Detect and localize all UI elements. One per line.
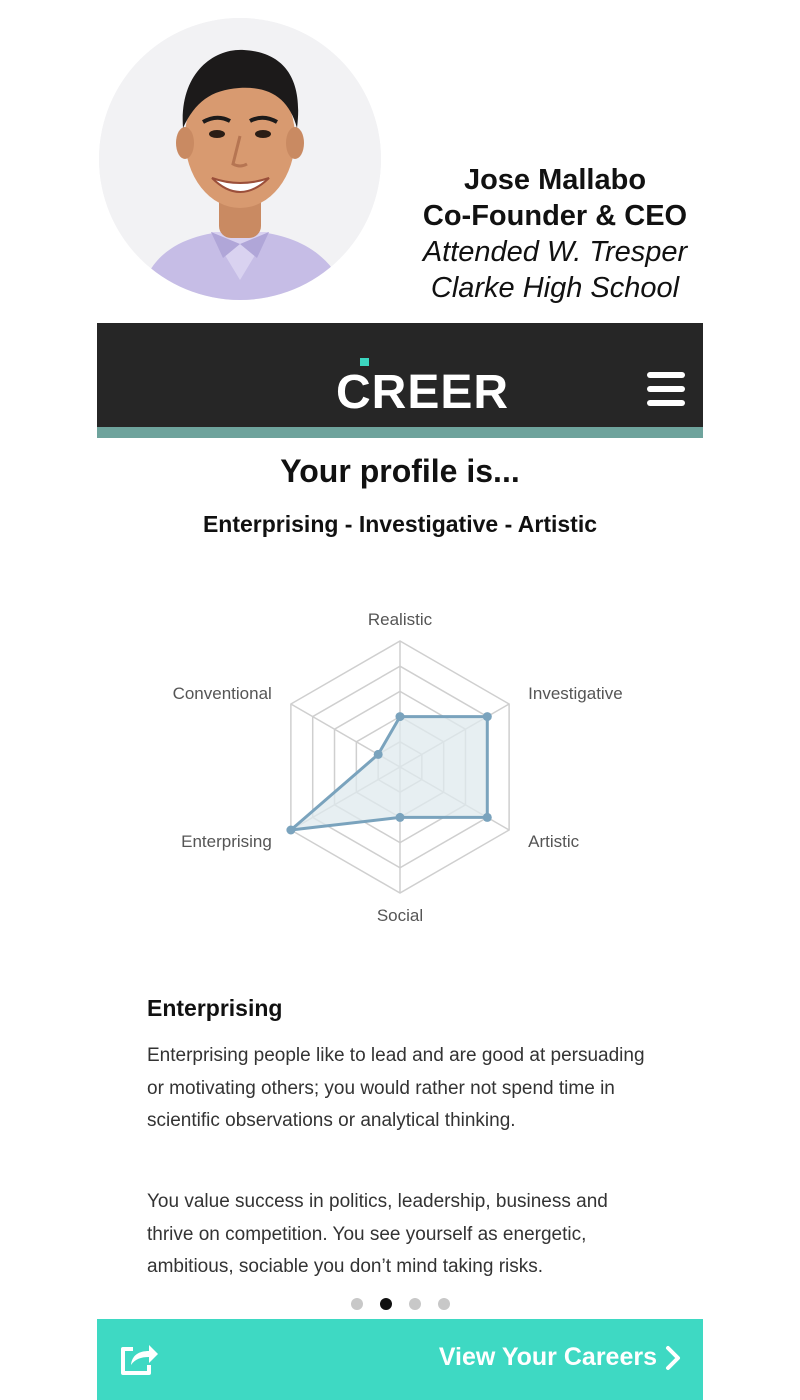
person-school-line-1: Attended W. Tresper <box>422 236 688 268</box>
share-icon <box>119 1341 159 1377</box>
radar-series-area <box>291 717 487 830</box>
radar-point-investigative <box>483 712 492 721</box>
logo-text: CREER <box>336 366 510 419</box>
description-paragraph-2: You value success in politics, leadership, business and thrive on competition. You see yourself as energetic, ambitious, sociable you don’t mind taking risks. <box>147 1191 608 1277</box>
radar-point-enterprising <box>286 826 295 835</box>
header-accent-stripe <box>97 427 703 438</box>
radar-point-conventional <box>374 750 383 759</box>
portrait-illustration <box>99 18 381 300</box>
avatar <box>99 18 381 300</box>
description-heading: Enterprising <box>147 995 283 1021</box>
bottom-action-bar <box>97 1319 703 1400</box>
radar-axis-label-artistic: Artistic <box>528 832 580 851</box>
profile-title: Your profile is... <box>280 453 520 489</box>
person-caption <box>405 162 705 306</box>
view-careers-label: View Your Careers <box>438 1343 657 1371</box>
page-dot-3[interactable] <box>409 1298 421 1310</box>
profile-radar-chart <box>97 593 703 933</box>
share-button[interactable] <box>119 1341 163 1381</box>
view-careers-button[interactable] <box>439 1339 681 1375</box>
logo-accent-mark <box>360 358 369 366</box>
hamburger-icon-bottom-bar <box>647 400 685 406</box>
person-name: Jose Mallabo <box>463 164 647 196</box>
person-school-line-2: Clarke High School <box>430 272 680 304</box>
creer-logo[interactable] <box>336 367 509 419</box>
profile-types: Enterprising - Investigative - Artistic <box>202 511 598 537</box>
app-screen <box>97 323 703 1400</box>
hamburger-icon <box>647 372 685 378</box>
radar-point-artistic <box>483 813 492 822</box>
page-dot-1[interactable] <box>351 1298 363 1310</box>
radar-point-realistic <box>396 712 405 721</box>
radar-axis-label-conventional: Conventional <box>172 684 272 703</box>
chevron-right-icon <box>665 1345 681 1371</box>
page-dot-4[interactable] <box>438 1298 450 1310</box>
page-indicator <box>97 1298 703 1310</box>
hamburger-icon-middle-bar <box>647 386 685 392</box>
radar-axis-label-investigative: Investigative <box>528 684 623 703</box>
radar-axis-label-enterprising: Enterprising <box>181 832 272 851</box>
radar-axis-label-social: Social <box>376 906 424 925</box>
radar-axis-label-realistic: Realistic <box>367 610 433 629</box>
app-header <box>97 323 703 427</box>
hamburger-menu-button[interactable] <box>647 372 687 408</box>
person-role: Co-Founder & CEO <box>422 200 688 232</box>
page-dot-2[interactable] <box>380 1298 392 1310</box>
description-paragraph-1: Enterprising people like to lead and are good at persuading or motivating others; you would rather not spend time in scientific observations or analytical thinking. <box>147 1045 645 1131</box>
radar-point-social <box>396 813 405 822</box>
